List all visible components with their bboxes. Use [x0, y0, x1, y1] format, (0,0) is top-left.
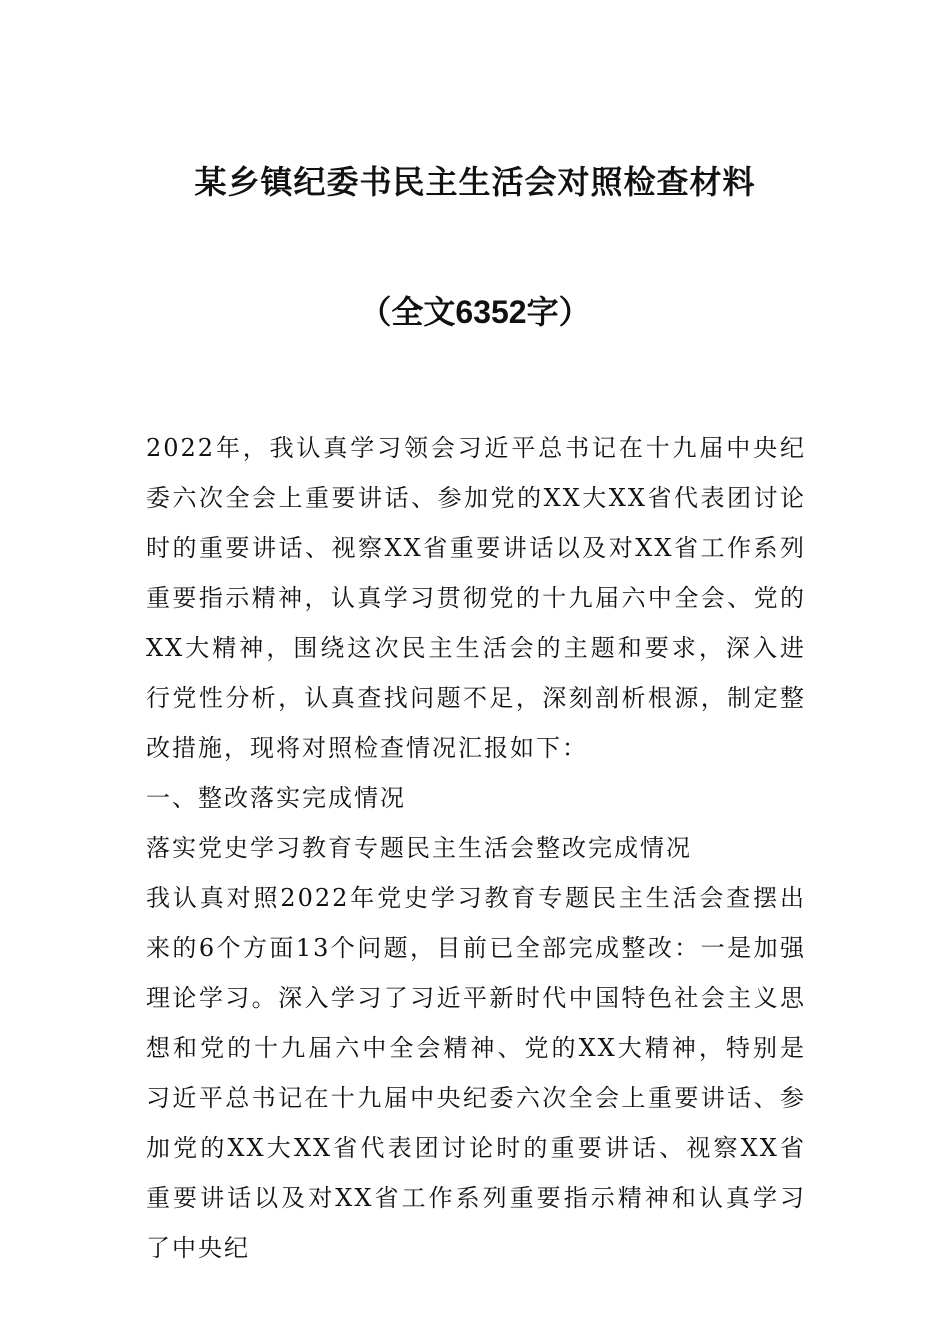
document-subtitle [0, 284, 950, 340]
subtitle-suffix: 字） [526, 293, 591, 331]
body-paragraph: 我认真对照2022年党史学习教育专题民主生活会查摆出来的6个方面13个问题，目前已全部完成整改：一是加强理论学习。深入学习了习近平新时代中国特色社会主义思想和党的十九届六中全会精神、党的XX大精神，特别是习近平总书记在十九届中央纪委六次全会上重要讲话、参加党的XX大XX省代表团讨论时的重要讲话、视察XX省重要讲话以及对XX省工作系列重要指示精神和认真学习了中央纪 [146, 884, 806, 1262]
section-heading: 一、整改落实完成情况 [146, 784, 406, 812]
intro-paragraph: 2022年，我认真学习领会习近平总书记在十九届中央纪委六次全会上重要讲话、参加党的XX大XX省代表团讨论时的重要讲话、视察XX省重要讲话以及对XX省工作系列重要指示精神，认真学习贯彻党的十九届六中全会、党的XX大精神，围绕这次民主生活会的主题和要求，深入进行党性分析，认真查找问题不足，深刻剖析根源，制定整改措施，现将对照检查情况汇报如下： [146, 434, 806, 762]
document-body [146, 423, 806, 1273]
subsection-heading: 落实党史学习教育专题民主生活会整改完成情况 [146, 834, 692, 862]
subtitle-prefix: （全文 [359, 293, 456, 331]
document-title: 某乡镇纪委书民主生活会对照检查材料 [194, 163, 756, 201]
subtitle-word-count: 6352 [455, 294, 527, 330]
